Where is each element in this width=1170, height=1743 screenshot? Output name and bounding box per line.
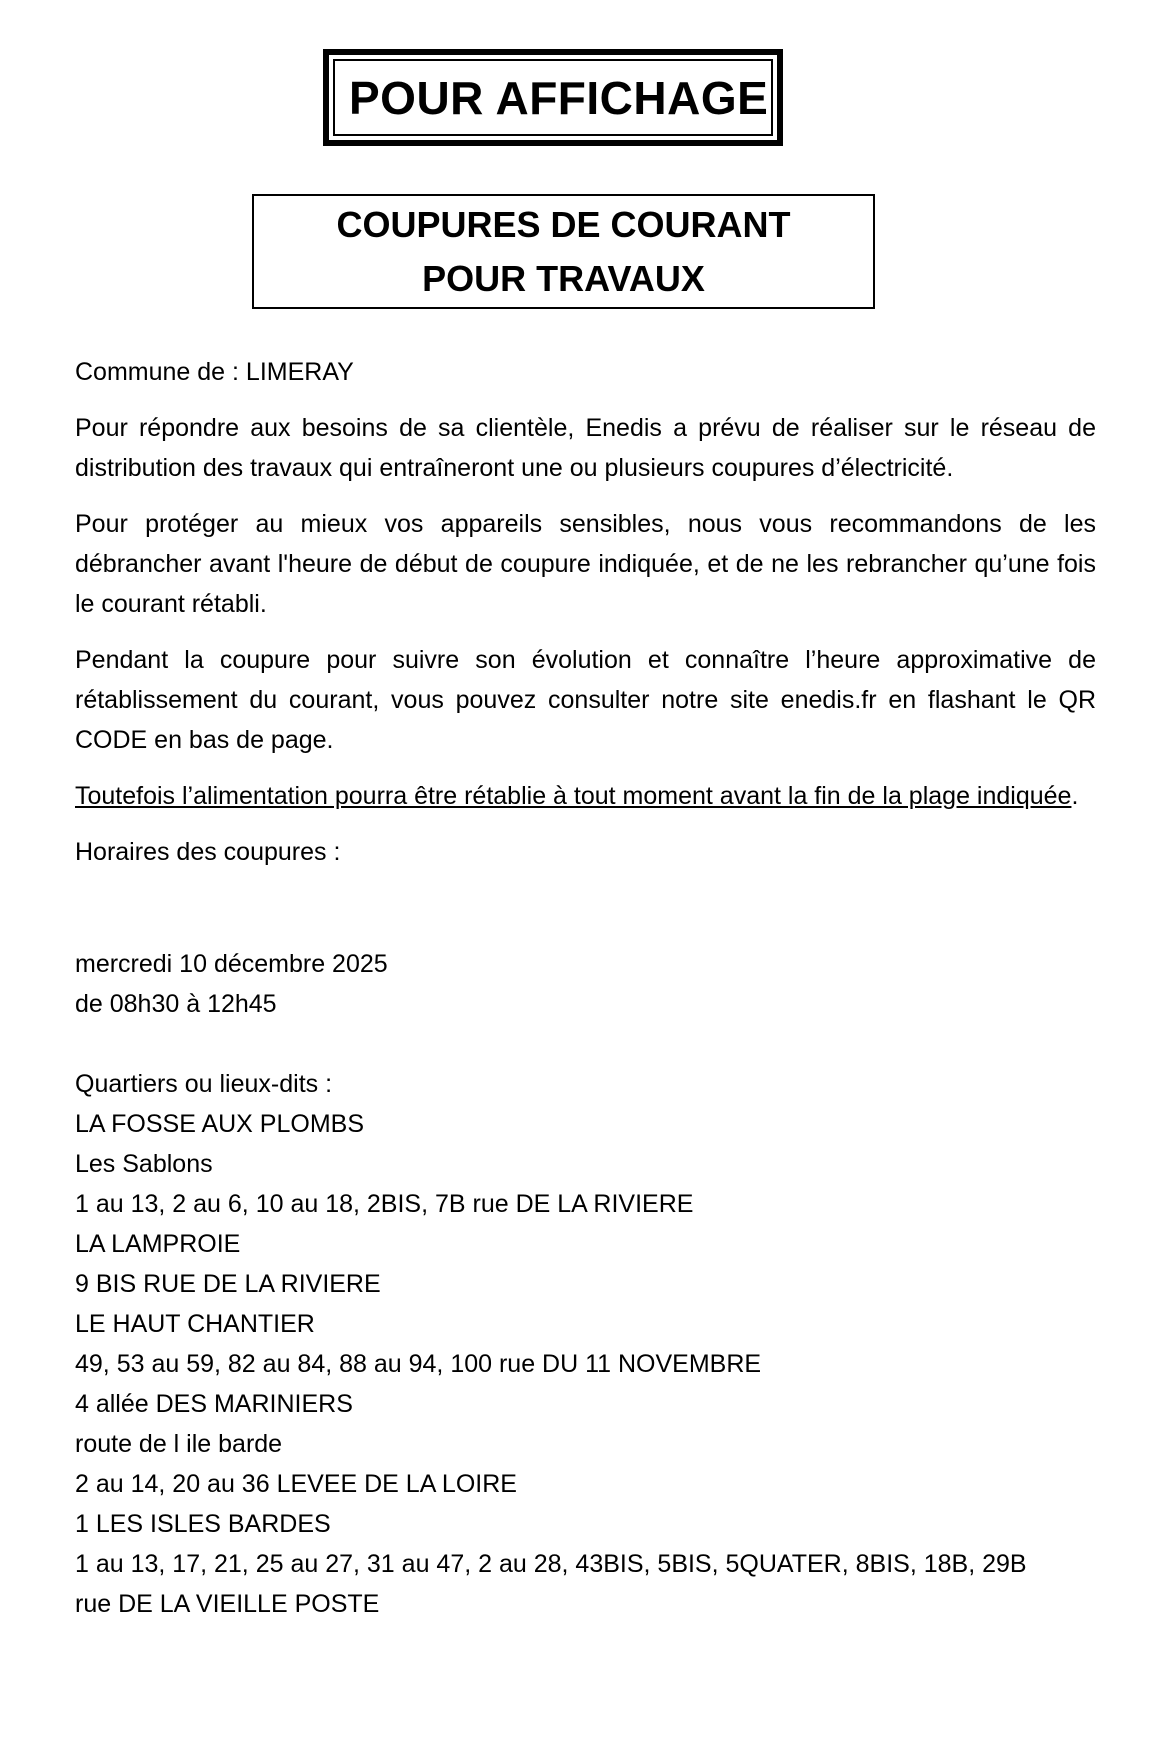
schedule-block bbox=[75, 944, 1096, 1024]
location-line: 49, 53 au 59, 82 au 84, 88 au 94, 100 rue DU 11 NOVEMBRE bbox=[75, 1350, 762, 1378]
schedule-date: mercredi 10 décembre 2025 bbox=[75, 950, 388, 978]
commune-line: Commune de : LIMERAY bbox=[75, 358, 354, 386]
location-line: 2 au 14, 20 au 36 LEVEE DE LA LOIRE bbox=[75, 1470, 517, 1498]
location-line: LA LAMPROIE bbox=[75, 1230, 241, 1258]
location-line: Les Sablons bbox=[75, 1150, 213, 1178]
notice-title-box bbox=[252, 194, 875, 309]
schedule-time: de 08h30 à 12h45 bbox=[75, 990, 277, 1018]
location-line: 1 au 13, 17, 21, 25 au 27, 31 au 47, 2 au 28, 43BIS, 5BIS, 5QUATER, 8BIS, 18B, 29B bbox=[75, 1550, 1027, 1578]
location-line: 1 au 13, 2 au 6, 10 au 18, 2BIS, 7B rue DE LA RIVIERE bbox=[75, 1190, 694, 1218]
early-restore-underlined: Toutefois l’alimentation pourra être rétablie à tout moment avant la fin de la plage indiquée bbox=[75, 782, 1072, 810]
locations-block bbox=[75, 1064, 1096, 1624]
paragraph-device-advice: Pour protéger au mieux vos appareils sensibles, nous vous recommandons de les débrancher avant l'heure de début de coupure indiquée, et de ne les rebrancher qu’une fois le courant rétabli. bbox=[75, 510, 1096, 618]
location-line: LA FOSSE AUX PLOMBS bbox=[75, 1110, 365, 1138]
location-line: LE HAUT CHANTIER bbox=[75, 1310, 315, 1338]
location-line: route de l ile barde bbox=[75, 1430, 283, 1458]
location-line: rue DE LA VIEILLE POSTE bbox=[75, 1590, 380, 1618]
notice-title-line-2: POUR TRAVAUX bbox=[422, 257, 705, 299]
paragraph-early-restore bbox=[75, 776, 1096, 816]
location-line: 9 BIS RUE DE LA RIVIERE bbox=[75, 1270, 381, 1298]
quartiers-label: Quartiers ou lieux-dits : bbox=[75, 1070, 333, 1098]
notice-title-line-1: COUPURES DE COURANT bbox=[336, 203, 791, 245]
early-restore-period: . bbox=[1071, 782, 1079, 810]
paragraph-status-info: Pendant la coupure pour suivre son évolution et connaître l’heure approximative de rétablissement du courant, vous pouvez consulter notre site enedis.fr en flashant le QR CODE en bas de page. bbox=[75, 646, 1096, 754]
paragraph-work-info: Pour répondre aux besoins de sa clientèle, Enedis a prévu de réaliser sur le réseau de distribution des travaux qui entraîneront une ou plusieurs coupures d’électricité. bbox=[75, 414, 1096, 482]
location-line: 4 allée DES MARINIERS bbox=[75, 1390, 353, 1418]
posting-notice-frame bbox=[323, 49, 783, 146]
posting-notice-label: POUR AFFICHAGE bbox=[333, 59, 773, 136]
location-line: 1 LES ISLES BARDES bbox=[75, 1510, 331, 1538]
notice-body bbox=[75, 352, 1096, 1624]
horaires-label: Horaires des coupures : bbox=[75, 838, 341, 866]
